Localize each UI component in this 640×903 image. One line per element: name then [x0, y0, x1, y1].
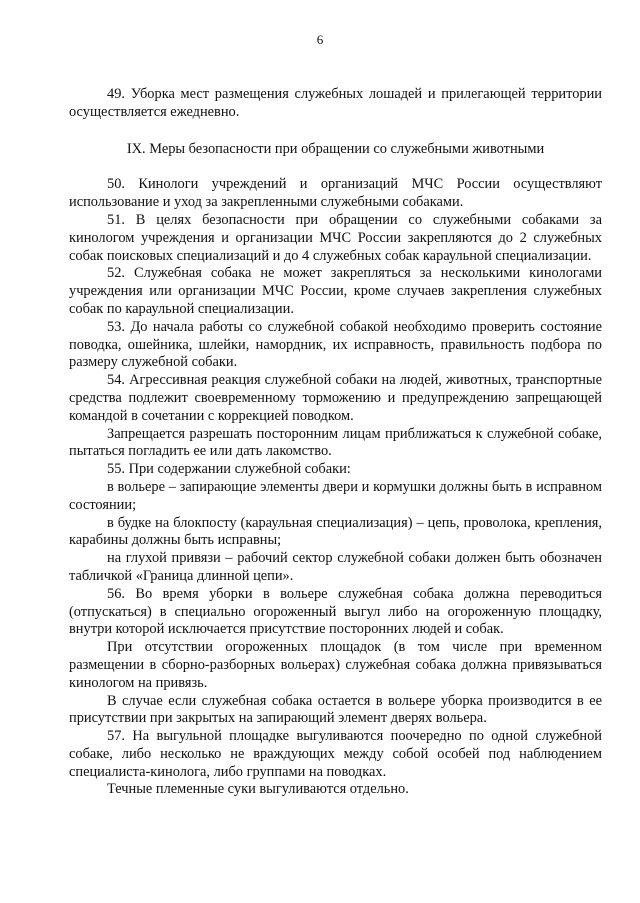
document-body [69, 86, 602, 799]
paragraph-56-cleaning: В случае если служебная собака остается в вольере уборка производится в ее присутствии при закрытых на запирающий элемент дверях вольера. [69, 692, 602, 727]
paragraph-55: 55. При содержании служебной собаки: [107, 461, 351, 478]
paragraph-54-prohibition: Запрещается разрешать посторонним лицам приближаться к служебной собаке, пытаться погладить ее или дать лакомство. [69, 425, 602, 460]
paragraph-54: 54. Агрессивная реакция служебной собаки на людей, животных, транспортные средства подлежит своевременному торможению и предупреждению запрещающей командой в сочетании с коррекцией поводком. [69, 372, 602, 424]
paragraph-51: 51. В целях безопасности при обращении со служебными собаками за кинологом учреждения и организации МЧС России закрепляются до 2 служебных собак поисковых специализаций и до 4 служебных собак караульной специализации. [69, 211, 602, 264]
paragraph-55-enclosure: в вольере – запирающие элементы двери и кормушки должны быть в исправном состоянии; [69, 478, 602, 513]
paragraph-50: 50. Кинологи учреждений и организаций МЧС России осуществляют использование и уход за закрепленными служебными собаками. [69, 176, 602, 211]
paragraph-49: 49. Уборка мест размещения служебных лошадей и прилегающей территории осуществляется ежедневно. [69, 86, 602, 120]
paragraph-52: 52. Служебная собака не может закрепляться за несколькими кинологами учреждения или организации МЧС России, кроме случаев закрепления служебных собак по караульной специализации. [69, 265, 602, 317]
paragraph-55-chain: на глухой привязи – рабочий сектор служебной собаки должен быть обозначен табличкой «Граница длинной цепи». [69, 550, 602, 584]
paragraph-55-booth: в будке на блокпосту (караульная специализация) – цепь, проволока, крепления, карабины должны быть исправны; [69, 514, 602, 549]
page-number: 6 [316, 32, 324, 47]
paragraph-56-no-enclosure: При отсутствии огороженных площадок (в том числе при временном размещении в сборно-разборных вольерах) служебная собака должна привязываться кинологом на привязь. [69, 639, 602, 691]
section-heading-ix: IX. Меры безопасности при обращении со служебными животными [126, 140, 545, 157]
paragraph-57-separate: Течные племенные суки выгуливаются отдельно. [107, 781, 409, 798]
paragraph-56: 56. Во время уборки в вольере служебная собака должна переводиться (отпускаться) в специально огороженный выгул либо на огороженную площадку, внутри которой исключается присутствие посторонних людей и собак. [69, 585, 602, 638]
paragraph-57: 57. На выгульной площадке выгуливаются поочередно по одной служебной собаке, либо несколько не враждующих между собой особей под наблюдением специалиста-кинолога, либо группами на поводках. [69, 728, 602, 780]
paragraph-53: 53. До начала работы со служебной собакой необходимо проверить состояние поводка, ошейника, шлейки, намордник, их исправность, правильность подбора по размеру служебной собаки. [69, 318, 602, 371]
